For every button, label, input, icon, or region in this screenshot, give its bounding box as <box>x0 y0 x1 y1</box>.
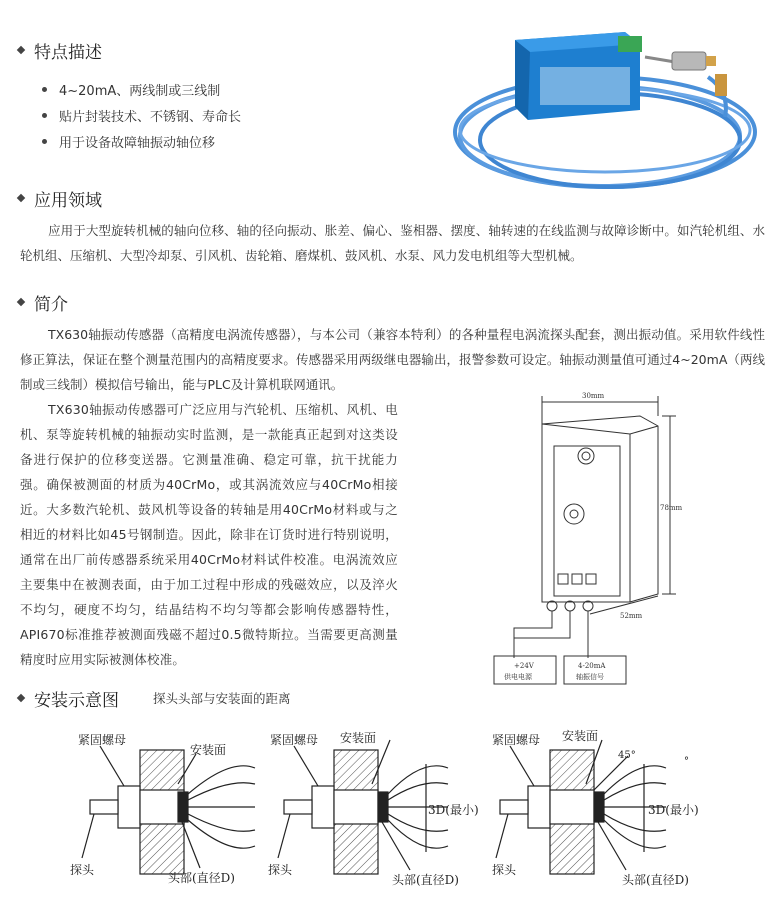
dot-bullet-icon <box>42 139 47 144</box>
degree-symbol: ° <box>684 756 689 767</box>
probe-nut <box>706 56 716 66</box>
diamond-bullet-icon <box>17 694 25 702</box>
probe-tip <box>178 792 188 822</box>
features-title: 特点描述 <box>34 42 102 63</box>
probe-label: 探头 <box>70 863 95 877</box>
probe-body <box>284 800 312 814</box>
product-photo <box>440 22 770 207</box>
head-label: 头部(直径D) <box>622 873 689 887</box>
probe-thread <box>334 790 378 824</box>
probe-thread <box>550 790 594 824</box>
install-diagram-1 <box>60 728 260 898</box>
head-label: 头部(直径D) <box>168 871 235 885</box>
features-header <box>14 38 102 62</box>
probe-tip <box>594 792 604 822</box>
nut-label: 紧固螺母 <box>492 733 541 747</box>
lock-nut <box>312 786 334 828</box>
nut-label: 紧固螺母 <box>78 733 127 747</box>
intro-paragraph-2: TX630轴振动传感器可广泛应用与汽轮机、压缩机、风机、电机、泵等旋转机械的轴振动实时监测，是一款能真正起到对这类设备进行保护的位移变送器。它测量准确、稳定可靠，抗干扰能力强。确保被测面的材质为40CrMo，或其涡流效应与40CrMo相接近。大多数汽轮机、鼓风机等设备的转轴是用40CrMo材料或与之相近的材料比如45号钢制造。因此，除非在订货时进行特别说明，通常在出厂前传感器系统采用40CrMo材料试件校准。电涡流效应主要集中在被测表面，由于加工过程中形成的残磁效应，以及淬火不均匀，硬度不均匀，结晶结构不均匀等都会影响传感器特性，API670标准推荐被测面残磁不超过0.5微特斯拉。当需要更高测量精度时应用实际被测体校准。 <box>20 402 398 667</box>
features-list <box>32 76 432 154</box>
diamond-bullet-icon <box>17 46 25 54</box>
connector <box>715 74 727 96</box>
device-label <box>540 67 630 105</box>
probe-body <box>500 800 528 814</box>
adjust-knob <box>564 504 584 524</box>
probe-label: 探头 <box>492 863 517 877</box>
distance-label: 3D(最小) <box>648 803 699 817</box>
probe-head <box>672 52 706 70</box>
width-label: 30mm <box>582 392 605 400</box>
terminal-block <box>618 36 642 52</box>
install-header <box>14 686 291 710</box>
angle-line <box>594 756 628 790</box>
lock-nut <box>528 786 550 828</box>
feature-item: 4~20mA、两线制或三线制 <box>32 76 432 102</box>
surface-label: 安装面 <box>190 743 227 757</box>
dimension-diagram <box>480 388 690 688</box>
application-title: 应用领域 <box>34 190 102 211</box>
probe-body <box>90 800 118 814</box>
head-label: 头部(直径D) <box>392 873 459 887</box>
field-lines <box>188 766 255 848</box>
dot-bullet-icon <box>42 113 47 118</box>
diamond-bullet-icon <box>17 298 25 306</box>
top-screw <box>578 448 594 464</box>
probe-tip <box>378 792 388 822</box>
application-header <box>14 186 102 210</box>
probe-thread <box>140 790 184 824</box>
intro-paragraph-1: TX630轴振动传感器（高精度电涡流传感器），与本公司（兼容本特利）的各种量程电涡流探头配套，测出振动值。采用软件线性修正算法，保证在整个测量范围内的高精度要求。传感器采用两级继电器输出，报警参数可设定。轴振动测量值可通过4~20mA（两线制或三线制）模拟信号输出，能与PLC及计算机联网通讯。 <box>20 327 765 392</box>
install-subtitle: 探头头部与安装面的距离 <box>153 691 291 706</box>
feature-item: 用于设备故障轴振动轴位移 <box>32 128 432 154</box>
intro-header <box>14 290 68 314</box>
lock-nut <box>118 786 140 828</box>
device-side <box>515 40 530 120</box>
install-title: 安装示意图 <box>34 690 119 711</box>
probe-label: 探头 <box>268 863 293 877</box>
power-box-label-2: 供电电源 <box>504 673 532 681</box>
signal-box-label-1: 4-20mA <box>578 662 606 670</box>
feature-item: 贴片封装技术、不锈钢、寿命长 <box>32 102 432 128</box>
signal-box-label-2: 轴振信号 <box>576 673 604 681</box>
height-label: 78mm <box>660 504 683 512</box>
nut-label: 紧固螺母 <box>270 733 319 747</box>
surface-label: 安装面 <box>562 729 599 743</box>
angle-label: 45° <box>618 750 636 761</box>
intro-title: 简介 <box>34 294 68 315</box>
application-text: 应用于大型旋转机械的轴向位移、轴的径向振动、胀差、偏心、鉴相器、摆度、轴转速的在线监测与故障诊断中。如汽轮机组、水轮机组、压缩机、大型冷却泵、引风机、齿轮箱、磨煤机、鼓风机、水泵、风力发电机组等大型机械。 <box>20 223 765 263</box>
power-box-label-1: +24V <box>514 662 534 670</box>
depth-label: 52mm <box>620 612 643 620</box>
distance-label: 3D(最小) <box>428 803 479 817</box>
install-diagram-2 <box>262 728 492 898</box>
surface-label: 安装面 <box>340 731 377 745</box>
install-diagram-3 <box>490 728 730 898</box>
diamond-bullet-icon <box>17 194 25 202</box>
dot-bullet-icon <box>42 87 47 92</box>
